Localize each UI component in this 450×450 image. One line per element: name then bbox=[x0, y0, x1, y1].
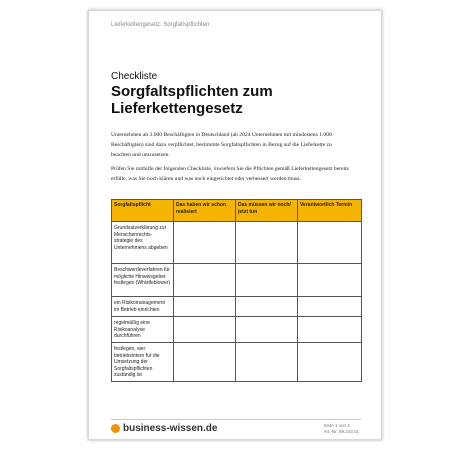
table-row bbox=[112, 297, 362, 317]
column-header-done: Das haben wir schon realisiert bbox=[174, 200, 236, 222]
responsible-cell[interactable] bbox=[298, 317, 362, 343]
todo-cell[interactable] bbox=[236, 297, 298, 317]
running-header: Lieferkettengesetz: Sorgfaltspflichten bbox=[111, 22, 210, 28]
checklist-table bbox=[111, 199, 362, 382]
done-cell[interactable] bbox=[174, 222, 236, 264]
column-header-responsible: Verantwortlich Termin bbox=[298, 200, 362, 222]
page-number: Seite 1 von 2 bbox=[323, 423, 350, 428]
done-cell[interactable] bbox=[174, 343, 236, 382]
done-cell[interactable] bbox=[174, 264, 236, 297]
done-cell[interactable] bbox=[174, 297, 236, 317]
table-header-row bbox=[112, 200, 362, 222]
column-header-duty: Sorgfaltspflicht bbox=[112, 200, 174, 222]
responsible-cell[interactable] bbox=[298, 343, 362, 382]
duty-cell: ein Risikomanagement im Betrieb einrichten bbox=[112, 297, 174, 317]
intro-paragraph: Unternehmen ab 3.000 Beschäftigten in Deutschland (ab 2024 Unternehmen mit mindestens 1.000 Beschäftigten) sind dazu verpflichtet, bestimmte Sorgfaltspflichten in Bezug auf die Lieferkette zu beachten und umzusetzen. bbox=[111, 132, 332, 158]
duty-cell: Grundsatzerklärung zur Menschenrechts-strategie des Unternehmens abgeben bbox=[112, 222, 174, 264]
column-header-todo: Das müssen wir noch/ jetzt tun bbox=[236, 200, 298, 222]
todo-cell[interactable] bbox=[236, 222, 298, 264]
duty-cell: regelmäßig eine Risikoanalyse durchführen bbox=[112, 317, 174, 343]
document-page bbox=[88, 10, 382, 440]
logo-text: business-wissen.de bbox=[123, 423, 218, 434]
article-number: Art.-Nr. 99.243.01 bbox=[323, 429, 359, 434]
todo-cell[interactable] bbox=[236, 343, 298, 382]
table-row bbox=[112, 264, 362, 297]
todo-cell[interactable] bbox=[236, 264, 298, 297]
table-row bbox=[112, 343, 362, 382]
done-cell[interactable] bbox=[174, 317, 236, 343]
responsible-cell[interactable] bbox=[298, 297, 362, 317]
duty-cell: Beschwerdeverfahren für mögliche Hinweisgeber festlegen (Whistleblower) bbox=[112, 264, 174, 297]
document-title: Sorgfaltspflichten zum Lieferkettengesetz bbox=[111, 83, 273, 117]
duty-cell: festlegen, wer betriebsintern für die Umsetzung der Sorgfaltspflichten zuständig ist bbox=[112, 343, 174, 382]
todo-cell[interactable] bbox=[236, 317, 298, 343]
publisher-logo bbox=[111, 423, 217, 434]
responsible-cell[interactable] bbox=[298, 264, 362, 297]
page-info bbox=[323, 423, 359, 435]
instruction-paragraph: Prüfen Sie mithilfe der folgenden Checkliste, inwiefern Sie die Pflichten gemäß Lieferkettengesetz bereits erfülle, was Sie noch klären und was noch eingerichtet oder verbessert werden muss. bbox=[111, 166, 349, 182]
table-row bbox=[112, 222, 362, 264]
footer-divider bbox=[111, 419, 361, 420]
document-kicker: Checkliste bbox=[111, 71, 158, 82]
logo-dot-icon bbox=[111, 424, 120, 433]
table-row bbox=[112, 317, 362, 343]
responsible-cell[interactable] bbox=[298, 222, 362, 264]
